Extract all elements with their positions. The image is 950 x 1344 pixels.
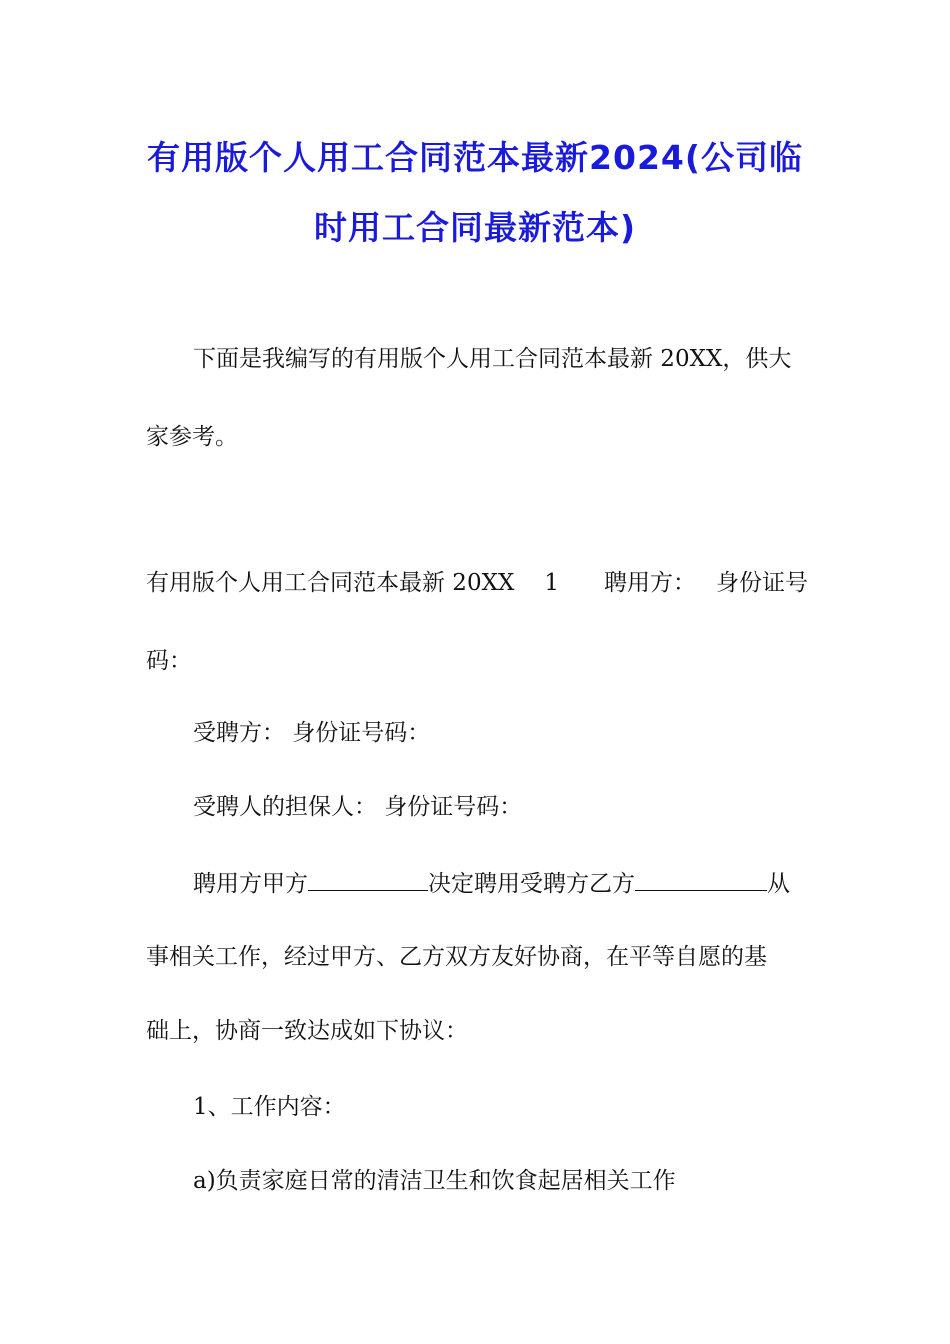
id-number-label: 身份证号 xyxy=(715,570,808,596)
section-heading-continuation: 码： xyxy=(146,648,192,674)
clause-1-item-a: a)负责家庭日常的清洁卫生和饮食起居相关工作 xyxy=(193,1168,676,1194)
paragraph-1-line-2: 事相关工作，经过甲方、乙方双方友好协商，在平等自愿的基 xyxy=(146,944,767,970)
employee-name-blank xyxy=(635,868,767,891)
section-heading xyxy=(146,568,808,598)
paragraph-1-line-3: 础上，协商一致达成如下协议： xyxy=(146,1018,468,1044)
employer-name-blank xyxy=(308,868,428,891)
employee-line: 受聘方： 身份证号码： xyxy=(193,720,431,746)
employer-label: 聘用方： xyxy=(603,570,696,596)
intro-line-1: 下面是我编写的有用版个人用工合同范本最新 20XX，供大 xyxy=(193,346,792,372)
section-heading-title: 有用版个人用工合同范本最新 20XX xyxy=(146,570,515,596)
paragraph-1-tail: 从 xyxy=(767,871,790,897)
paragraph-1-line-1 xyxy=(193,868,790,899)
intro-line-2: 家参考。 xyxy=(146,424,238,450)
guarantor-line: 受聘人的担保人： 身份证号码： xyxy=(193,794,523,820)
document-title-line-2: 时用工合同最新范本) xyxy=(313,208,637,247)
document-title-line-1: 有用版个人用工合同范本最新2024(公司临 xyxy=(147,138,803,177)
clause-1-heading: 1、工作内容： xyxy=(193,1094,346,1120)
section-heading-number: 1 xyxy=(544,570,559,596)
paragraph-1-employer: 聘用方甲方 xyxy=(193,871,308,897)
paragraph-1-employee: 决定聘用受聘方乙方 xyxy=(428,871,635,897)
